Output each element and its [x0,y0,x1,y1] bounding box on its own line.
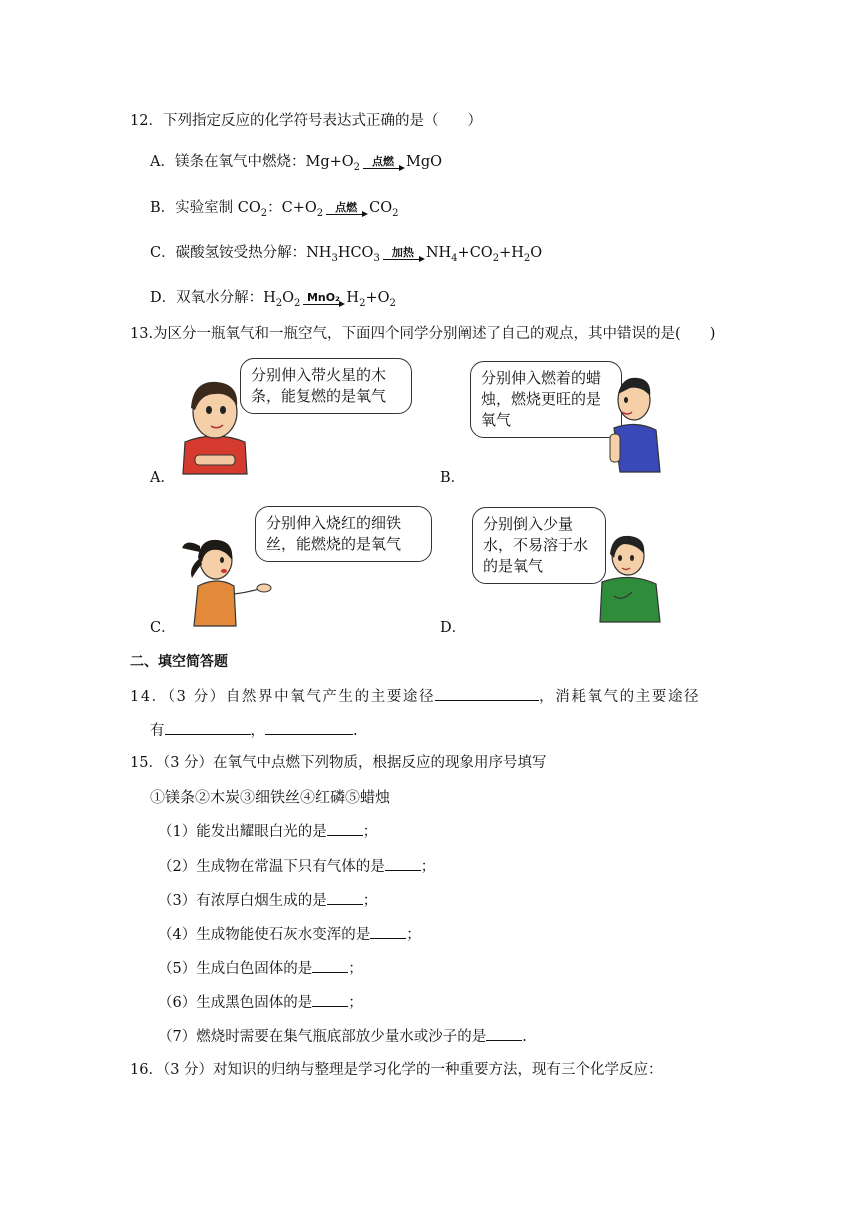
q12-a-left: Mg+O [305,154,354,170]
q12-d-right-sub: 2 [359,297,366,309]
q15-sub-text: （4）生成物能使石灰水变浑的是 [158,927,371,943]
q12-c-right-tail3: O [530,245,543,261]
q12-c-right-sub: 4 [451,252,458,264]
q14-line1 [130,686,700,707]
q12-b-right: CO [369,200,393,216]
q15-sub-3 [158,890,377,911]
q14-line2-mid: ， [250,723,265,739]
q15-sub-7 [158,1026,527,1047]
q15-sub-end: ； [348,995,363,1011]
answer-blank[interactable] [327,821,363,836]
speech-bubble-b: 分别伸入燃着的蜡烛，燃烧更旺的是氧气 [470,361,622,438]
q12-d-left-sub: 2 [294,297,301,309]
answer-blank[interactable] [370,924,406,939]
q13-label-d: D． [440,620,467,636]
q15-items: ①镁条②木炭③细铁丝④红磷⑤蜡烛 [150,788,391,806]
reaction-condition: MnO₂ [306,290,340,304]
answer-blank[interactable] [486,1026,522,1041]
speech-bubble-c: 分别伸入烧红的细铁丝，能燃烧的是氧气 [255,506,432,562]
reaction-arrow [324,200,368,224]
q12-c-prefix-sub: 3 [331,252,338,264]
student-boy-icon [600,372,670,477]
q14-line1-text: 14．（3 分）自然界中氧气产生的主要途径 [130,689,436,705]
q15-sub-end: ； [348,961,363,977]
answer-blank[interactable] [435,686,539,701]
q15-sub-5 [158,958,363,979]
reaction-condition: 点燃 [372,154,395,168]
q14-line2-head: 有 [150,723,165,739]
q12-b-prefix-tail: ：C+O [267,200,317,216]
q15-sub-end: . [522,1029,527,1045]
speech-bubble-d: 分别倒入少量水，不易溶于水的是氧气 [472,507,606,584]
q15-sub-6 [158,992,363,1013]
q12-d-prefix-tail: O [282,290,295,306]
q14-line1-tail: ，消耗氧气的主要途径 [539,689,701,705]
answer-blank[interactable] [312,992,348,1007]
q12-b-right-sub: 2 [392,207,399,219]
q12-c-right: NH [425,245,452,261]
q13-label-c: C． [150,620,176,636]
q12-c-right-tail-sub: 2 [492,252,500,264]
q12-c-prefix-tail: HCO [337,245,374,261]
answer-blank[interactable] [265,720,353,735]
q12-stem: 12．下列指定反应的化学符号表达式正确的是（ ） [130,113,482,129]
reaction-condition: 点燃 [335,200,358,214]
answer-blank[interactable] [165,720,251,735]
reaction-arrow [301,290,345,314]
q12-c-right-tail2: +H [499,245,524,261]
q15-sub-end: ； [420,859,436,875]
q12-option-b [150,198,399,224]
reaction-arrow [361,154,405,178]
q12-d-right-tail-sub: 2 [389,297,396,309]
q12-b-left-sub: 2 [316,207,324,219]
q15-sub-text: （6）生成黑色固体的是 [158,995,313,1011]
section-heading: 二、填空简答题 [130,654,228,670]
q12-a-prefix: A．镁条在氧气中燃烧： [150,154,306,170]
q15-sub-end: ； [406,927,421,943]
q12-option-d [150,288,396,314]
q12-c-prefix: C．碳酸氢铵受热分解：NH [150,245,332,261]
speech-bubble-a: 分别伸入带火星的木条，能复燃的是氧气 [240,358,412,414]
answer-blank[interactable] [385,856,421,871]
q16-stem: 16．（3 分）对知识的归纳与整理是学习化学的一种重要方法，现有三个化学反应： [130,1062,663,1078]
q13-label-a: A． [150,470,175,486]
q12-option-a [150,152,442,178]
q12-d-prefix: D．双氧水分解：H [150,290,276,306]
answer-blank[interactable] [327,890,363,905]
q15-stem: 15．（3 分）在氧气中点燃下列物质，根据反应的现象用序号填写 [130,755,547,771]
answer-blank[interactable] [312,958,348,973]
q12-a-left-sub: 2 [353,161,361,173]
q12-d-prefix-sub: 2 [275,297,283,309]
q15-sub-2 [158,856,435,877]
q15-sub-end: ； [362,824,378,840]
q14-line2 [150,720,358,741]
q12-c-right-tail2-sub: 2 [523,252,531,264]
q15-sub-4 [158,924,421,945]
q15-sub-end: ； [362,893,378,909]
reaction-arrow [381,245,425,269]
q12-a-right: MgO [406,154,443,170]
reaction-condition: 加热 [391,245,414,259]
q15-sub-text: （7）燃烧时需要在集气瓶底部放少量水或沙子的是 [158,1029,487,1045]
student-boy-icon [590,530,670,625]
q15-sub-1 [158,821,377,842]
q15-sub-text: （2）生成物在常温下只有气体的是 [158,859,385,875]
q15-sub-text: （1）能发出耀眼白光的是 [158,824,327,840]
q12-b-prefix: B．实验室制 CO [150,200,261,216]
q12-d-right: H [346,290,360,306]
q12-c-left-sub: 3 [373,252,380,264]
q12-c-right-tail: +CO [457,245,493,261]
q12-option-c [150,243,542,269]
q13-stem: 13.为区分一瓶氧气和一瓶空气，下面四个同学分别阐述了自己的观点，其中错误的是( ) [130,326,716,342]
q14-line2-end: . [353,723,358,739]
q15-sub-text: （5）生成白色固体的是 [158,961,313,977]
q12-b-prefix-sub: 2 [260,207,268,219]
q12-d-right-tail: +O [365,290,390,306]
q15-sub-text: （3）有浓厚白烟生成的是 [158,893,327,909]
q13-label-b: B． [440,470,466,486]
